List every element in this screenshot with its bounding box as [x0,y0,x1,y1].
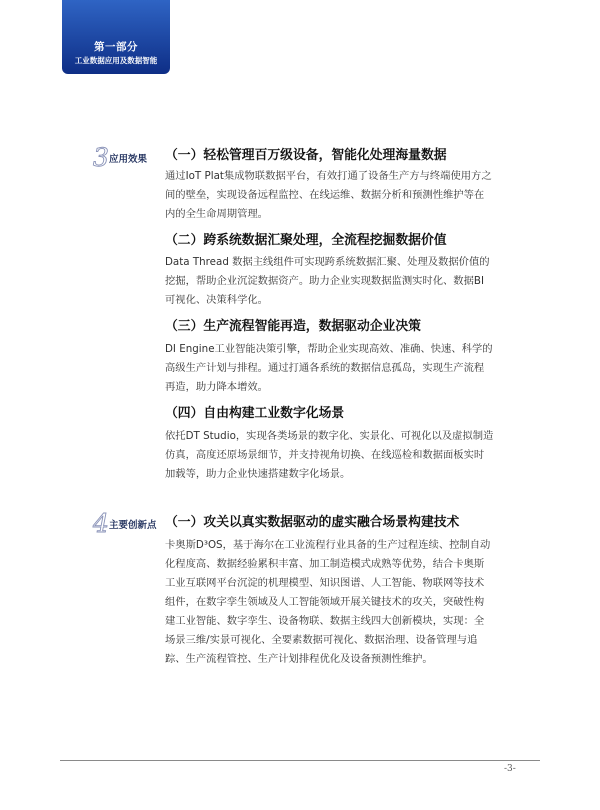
heading-item-4: （四）自由构建工业数字化场景 [165,406,345,421]
heading-item-1: （一）轻松管理百万级设备，智能化处理海量数据 [165,148,447,163]
paragraph-item-2: Data Thread 数据主线组件可实现跨系统数据汇聚、处理及数据价值的 挖掘，帮助企业沉淀数据资产。助力企业实现数据监测实时化、数据BI 可视化、决策科学化。 [165,256,490,306]
paragraph-item-1: 通过IoT Plat集成物联数据平台，有效打通了设备生产方与终端使用方之 间的壁垒，实现设备远程监控、在线运维、数据分析和预测性维护等在 内的全生命周期管理。 [165,170,492,220]
heading-item-2: （二）跨系统数据汇聚处理，全流程挖掘数据价值 [165,233,447,248]
section-label-main-innovations [92,510,162,536]
paragraph-item-3: DI Engine工业智能决策引擎，帮助企业实现高效、准确、快速、科学的 高级生产计划与排程。通过打通各系统的数据信息孤岛，实现生产流程 再造，助力降本增效。 [165,343,493,393]
section-label-application-effect [92,144,162,170]
section-label-text: 应用效果 [109,154,148,165]
paragraph-item-4: 依托DT Studio，实现各类场景的数字化、实景化、可视化以及虚拟制造 仿真，高度还原场景细节，并支持视角切换、在线巡检和数据面板实时 加载等，助力企业快速搭建数字化场景。 [165,430,494,480]
svg-text:3: 3 [93,144,109,170]
svg-text:4: 4 [93,510,109,536]
paragraph-innovation-1: 卡奥斯D³OS，基于海尔在工业流程行业具备的生产过程连续、控制自动 化程度高、数据经验累积丰富、加工制造模式成熟等优势，结合卡奥斯 工业互联网平台沉淀的机理模型、知识图谱、人工智能、物联网等技术 组件，在数字孪生领域及人工智能领域开展关键技术的攻关，突破性构 建工业智能、数字孪生、设备物联、数据主线四大创新模块，实现：全 场景三维/实景可视化、全要素数据可视化、数据治理、设备管理与追 踪、生产流程管控、生产计划排程优化及设备预测性维护。 [165,539,491,665]
part-title: 第一部分 [94,41,138,53]
footer-divider [60,760,540,761]
section-label-text: 主要创新点 [109,520,157,531]
part-subtitle: 工业数据应用及数据智能 [74,56,158,65]
section-header-tab [62,0,170,74]
page-number: -3- [504,764,516,774]
heading-item-3: （三）生产流程智能再造，数据驱动企业决策 [165,319,421,334]
heading-innovation-1: （一）攻关以真实数据驱动的虚实融合场景构建技术 [165,515,460,530]
